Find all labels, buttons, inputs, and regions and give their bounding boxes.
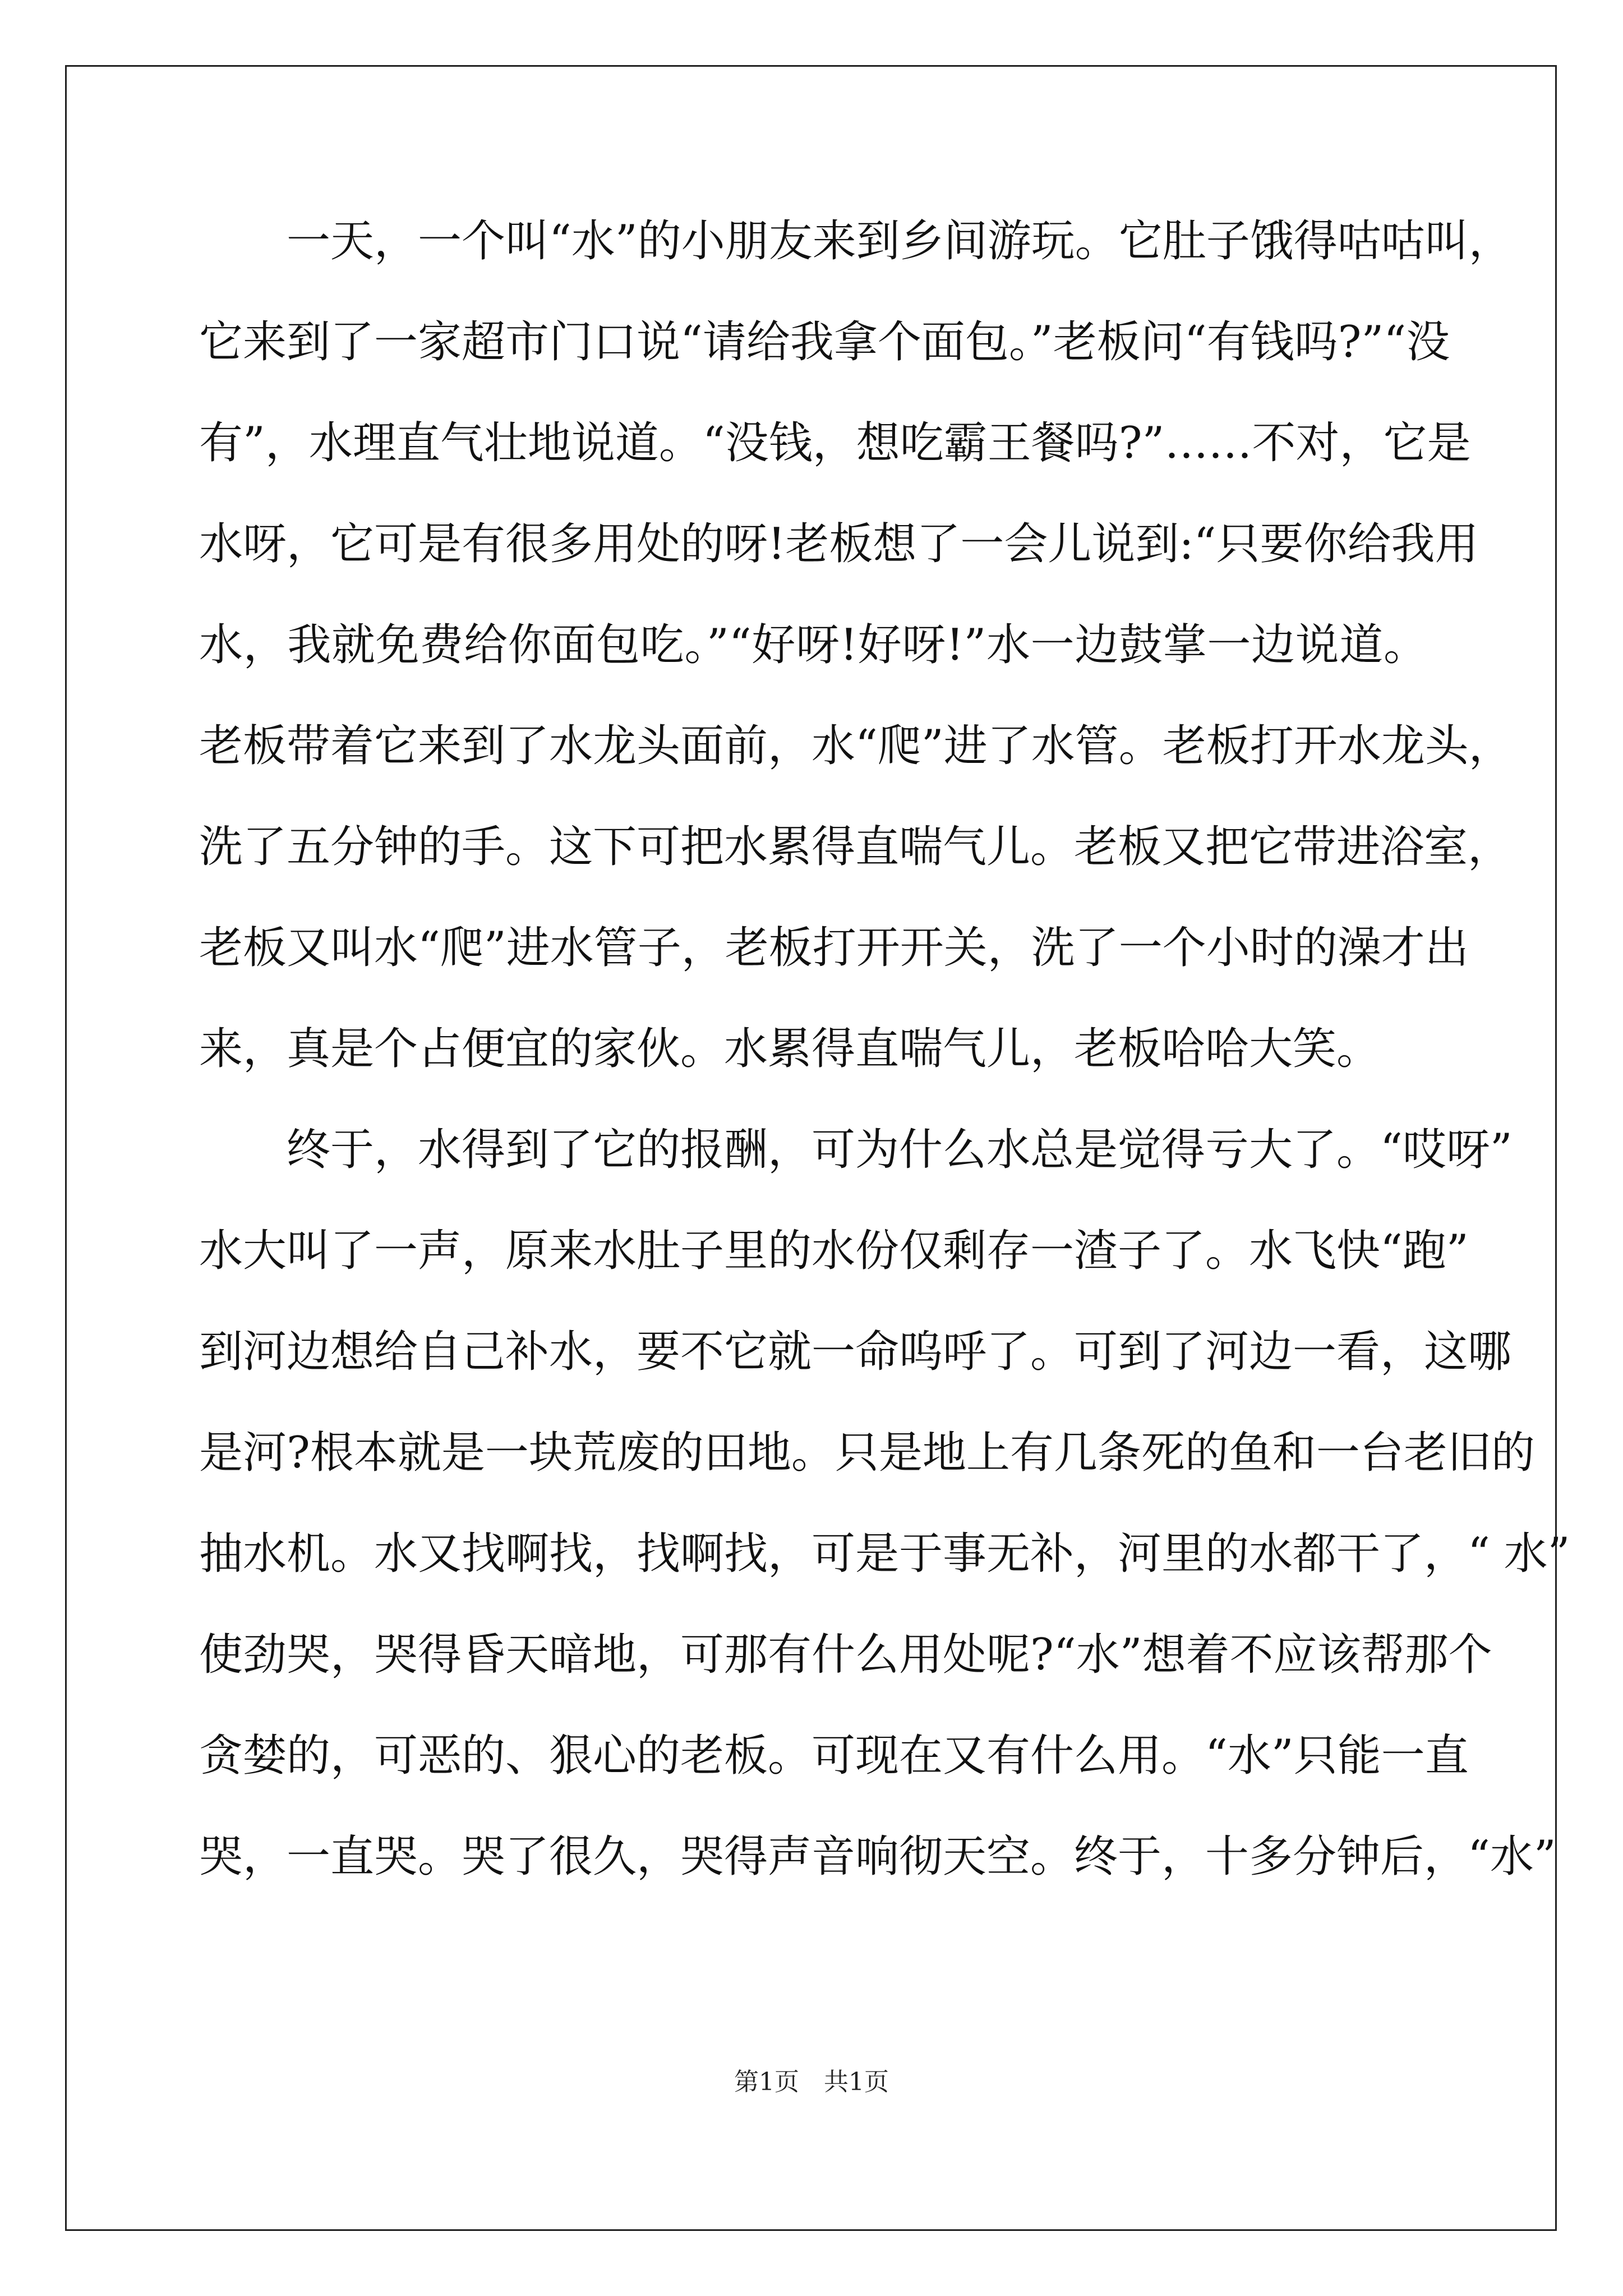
paragraph-1-line-5: 水，我就免费给你面包吃。”“好呀!好呀!”水一边鼓掌一边说道。 <box>199 620 1427 670</box>
paragraph-2-line-1: 终于，水得到了它的报酬，可为什么水总是觉得亏大了。“哎呀” <box>287 1125 1513 1175</box>
paragraph-2-line-2: 水大叫了一声，原来水肚子里的水份仅剩存一渣子了。水飞快“跑” <box>199 1226 1469 1276</box>
paragraph-1-line-1: 一天，一个叫“水”的小朋友来到乡间游玩。它肚子饿得咕咕叫， <box>287 216 1513 266</box>
paragraph-2-line-6: 使劲哭，哭得昏天暗地，可那有什么用处呢?“水”想着不应该帮那个 <box>199 1630 1492 1680</box>
paragraph-1-line-4: 水呀，它可是有很多用处的呀!老板想了一会儿说到:“只要你给我用 <box>199 519 1479 569</box>
paragraph-2-line-4: 是河?根本就是一块荒废的田地。只是地上有几条死的鱼和一台老旧的 <box>199 1428 1535 1478</box>
page-number-footer: 第1页 共1页 <box>734 2068 889 2096</box>
paragraph-1-line-7: 洗了五分钟的手。这下可把水累得直喘气儿。老板又把它带进浴室， <box>199 822 1512 872</box>
paragraph-1-line-2: 它来到了一家超市门口说“请给我拿个面包。”老板问“有钱吗?”“没 <box>199 317 1450 367</box>
paragraph-1-line-6: 老板带着它来到了水龙头面前，水“爬”进了水管。老板打开水龙头， <box>199 721 1513 771</box>
document-body <box>199 191 1570 1907</box>
paragraph-1-line-3: 有”，水理直气壮地说道。“没钱，想吃霸王餐吗?”……不对，它是 <box>199 418 1471 468</box>
paragraph-2-line-7: 贪婪的，可恶的、狠心的老板。可现在又有什么用。“水”只能一直 <box>199 1731 1469 1781</box>
paragraph-1-line-9: 来，真是个占便宜的家伙。水累得直喘气儿，老板哈哈大笑。 <box>199 1024 1381 1074</box>
paragraph-1-line-8: 老板又叫水“爬”进水管子，老板打开开关，洗了一个小时的澡才出 <box>199 923 1469 973</box>
paragraph-2-line-5: 抽水机。水又找啊找，找啊找，可是于事无补，河里的水都干了，“ 水” <box>199 1529 1570 1579</box>
paragraph-2-line-8: 哭，一直哭。哭了很久，哭得声音响彻天空。终于，十多分钟后，“水” <box>199 1832 1556 1882</box>
paragraph-2-line-3: 到河边想给自己补水，要不它就一命呜呼了。可到了河边一看，这哪 <box>199 1327 1512 1377</box>
